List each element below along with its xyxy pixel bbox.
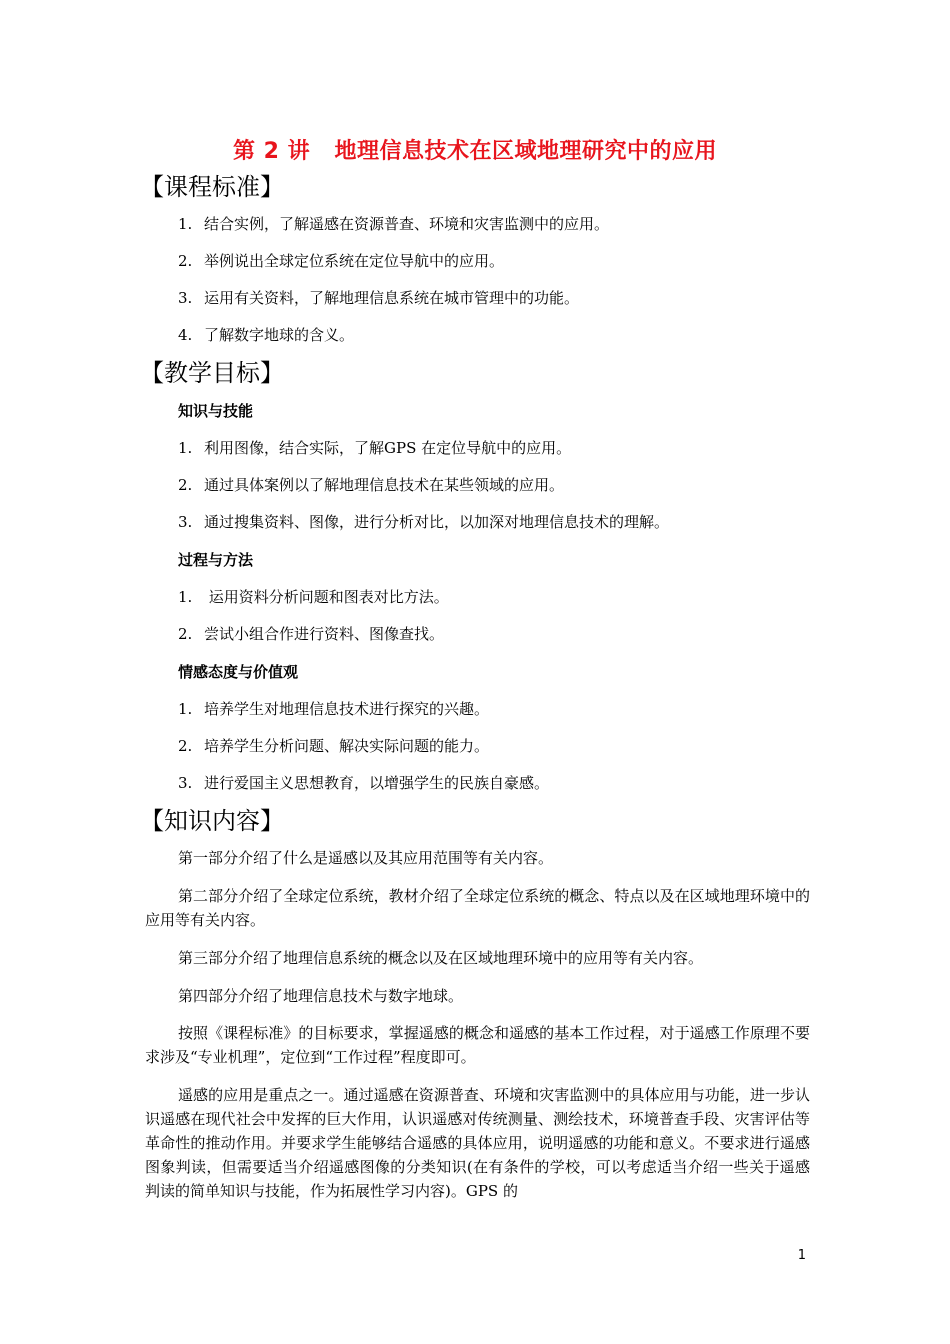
list-item-text: 通过具体案例以了解地理信息技术在某些领域的应用。 [204, 476, 565, 494]
content-paragraph: 第四部分介绍了地理信息技术与数字地球。 [178, 987, 464, 1005]
subheading-attitude-values: 情感态度与价值观 [178, 663, 299, 681]
content-paragraph: 第一部分介绍了什么是遥感以及其应用范围等有关内容。 [178, 849, 554, 867]
list-item-number: 3. [178, 289, 193, 307]
list-item-text: 培养学生分析问题、解决实际问题的能力。 [204, 737, 490, 755]
list-item [178, 288, 579, 308]
list-item-text: 结合实例，了解遥感在资源普查、环境和灾害监测中的应用。 [204, 215, 610, 233]
list-item [178, 251, 504, 271]
list-item-number: 2. [178, 252, 193, 270]
list-item [178, 699, 489, 719]
list-item-text: 利用图像，结合实际，了解GPS 在定位导航中的应用。 [204, 439, 572, 457]
subheading-process-method: 过程与方法 [178, 551, 254, 569]
list-item-text: 举例说出全球定位系统在定位导航中的应用。 [204, 252, 505, 270]
content-paragraph: 按照《课程标准》的目标要求，掌握遥感的概念和遥感的基本工作过程，对于遥感工作原理不要求涉及“专业机理”，定位到“工作过程”程度即可。 [145, 1024, 810, 1066]
list-item-text: 尝试小组合作进行资料、图像查找。 [204, 625, 445, 643]
section-heading-content: 【知识内容】 [140, 807, 284, 835]
list-item-text: 运用有关资料，了解地理信息系统在城市管理中的功能。 [204, 289, 580, 307]
content-paragraph: 遥感的应用是重点之一。通过遥感在资源普查、环境和灾害监测中的具体应用与功能，进一步认识遥感在现代社会中发挥的巨大作用，认识遥感对传统测量、测绘技术，环境普查手段、灾害评估等革命性的推动作用。并要求学生能够结合遥感的具体应用，说明遥感的功能和意义。不要求进行遥感图象判读，但需要适当介绍遥感图像的分类知识(在有条件的学校，可以考虑适当介绍一些关于遥感判读的简单知识与技能，作为拓展性学习内容)。GPS 的 [145, 1086, 810, 1200]
list-item-text: 培养学生对地理信息技术进行探究的兴趣。 [204, 700, 490, 718]
list-item [178, 587, 449, 607]
list-item [178, 512, 669, 532]
list-item-number: 1. [178, 215, 193, 233]
section-heading-standards: 【课程标准】 [140, 173, 284, 201]
content-paragraph: 第二部分介绍了全球定位系统，教材介绍了全球定位系统的概念、特点以及在区域地理环境中的应用等有关内容。 [145, 887, 810, 929]
subheading-knowledge-skills: 知识与技能 [178, 402, 254, 420]
list-item [178, 438, 571, 458]
list-item-number: 2. [178, 625, 193, 643]
list-item-number: 1. [178, 588, 193, 606]
list-item-text: 进行爱国主义思想教育，以增强学生的民族自豪感。 [204, 774, 550, 792]
page-number: 1 [797, 1248, 806, 1263]
list-item-number: 3. [178, 774, 193, 792]
list-item-number: 2. [178, 476, 193, 494]
list-item-number: 1. [178, 439, 193, 457]
list-item-number: 4. [178, 326, 193, 344]
page-title: 第 2 讲 地理信息技术在区域地理研究中的应用 [232, 139, 718, 164]
list-item [178, 214, 609, 234]
list-item [178, 773, 549, 793]
list-item-text: 了解数字地球的含义。 [204, 326, 355, 344]
list-item [178, 325, 354, 345]
list-item-number: 3. [178, 513, 193, 531]
list-item-number: 2. [178, 737, 193, 755]
list-item-text: 通过搜集资料、图像，进行分析对比，以加深对地理信息技术的理解。 [204, 513, 670, 531]
list-item [178, 475, 564, 495]
list-item [178, 624, 444, 644]
section-heading-objectives: 【教学目标】 [140, 359, 284, 387]
list-item-text: 运用资料分析问题和图表对比方法。 [204, 588, 449, 606]
content-paragraph: 第三部分介绍了地理信息系统的概念以及在区域地理环境中的应用等有关内容。 [178, 949, 704, 967]
list-item [178, 736, 489, 756]
list-item-number: 1. [178, 700, 193, 718]
